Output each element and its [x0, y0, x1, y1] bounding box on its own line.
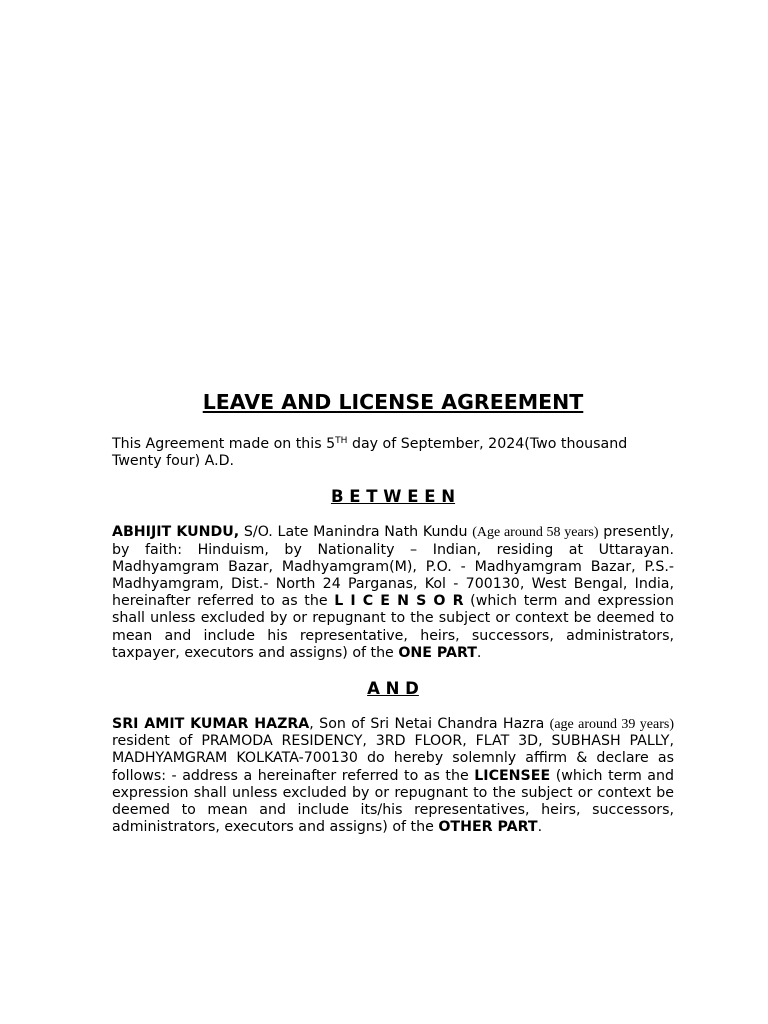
- licensee-part: OTHER PART: [438, 819, 538, 836]
- licensor-end: .: [476, 644, 482, 661]
- intro-text: This Agreement made on this 5: [112, 436, 336, 452]
- licensor-part: ONE PART: [398, 644, 477, 661]
- licensor-age: (Age around 58 years): [472, 525, 599, 541]
- licensee-parent: , Son of Sri Netai Chandra Hazra: [309, 716, 550, 733]
- between-heading: B E T W E E N: [330, 487, 456, 507]
- and-heading: A N D: [367, 679, 419, 699]
- licensor-details: presently, by faith: Hinduism, by Nationality – Indian, residing at Uttarayan. Madhyamgram Bazar, Madhyamgram(M), P.O. - Madhyamgram Bazar, P.S.- Madhyamgram, Dist.- North 24 Parganas, Kol - 700130, West Bengal, India, hereinafter referred to as the: [112, 524, 675, 610]
- licensee-clause: (which term and expression shall unless excluded by or repugnant to the subject or context be deemed to mean and include its/his representatives, heirs, successors, administrators, executors and assigns) of the: [112, 767, 675, 836]
- document-title: LEAVE AND LICENSE AGREEMENT: [202, 390, 584, 414]
- licensee-role: LICENSEE: [474, 767, 551, 784]
- licensee-name: SRI AMIT KUMAR HAZRA: [112, 716, 310, 733]
- agreement-date-paragraph: [112, 436, 674, 470]
- licensee-paragraph: [112, 716, 674, 836]
- licensor-paragraph: [112, 524, 674, 662]
- licensor-role: L I C E N S O R: [334, 593, 464, 610]
- licensor-parent: S/O. Late Manindra Nath Kundu: [239, 524, 473, 541]
- date-ordinal-suffix: TH: [335, 436, 348, 446]
- licensee-age: (age around 39 years): [549, 717, 674, 733]
- licensor-name: ABHIJIT KUNDU,: [112, 524, 240, 541]
- intro-text-continued: day of September, 2024(Two thousand Twenty four) A.D.: [112, 436, 628, 470]
- document-page: [112, 389, 674, 853]
- licensor-clause: (which term and expression shall unless excluded by or repugnant to the subject or context be deemed to mean and include his representative, heirs, successors, administrators, taxpayer, executors and assigns) of the: [112, 593, 674, 661]
- licensee-end: .: [537, 819, 543, 836]
- licensee-details: resident of PRAMODA RESIDENCY, 3RD FLOOR, FLAT 3D, SUBHASH PALLY, MADHYAMGRAM KOLKATA-700130 do hereby solemnly affirm & declare as follows: - address a hereinafter referred to as the: [112, 733, 674, 784]
